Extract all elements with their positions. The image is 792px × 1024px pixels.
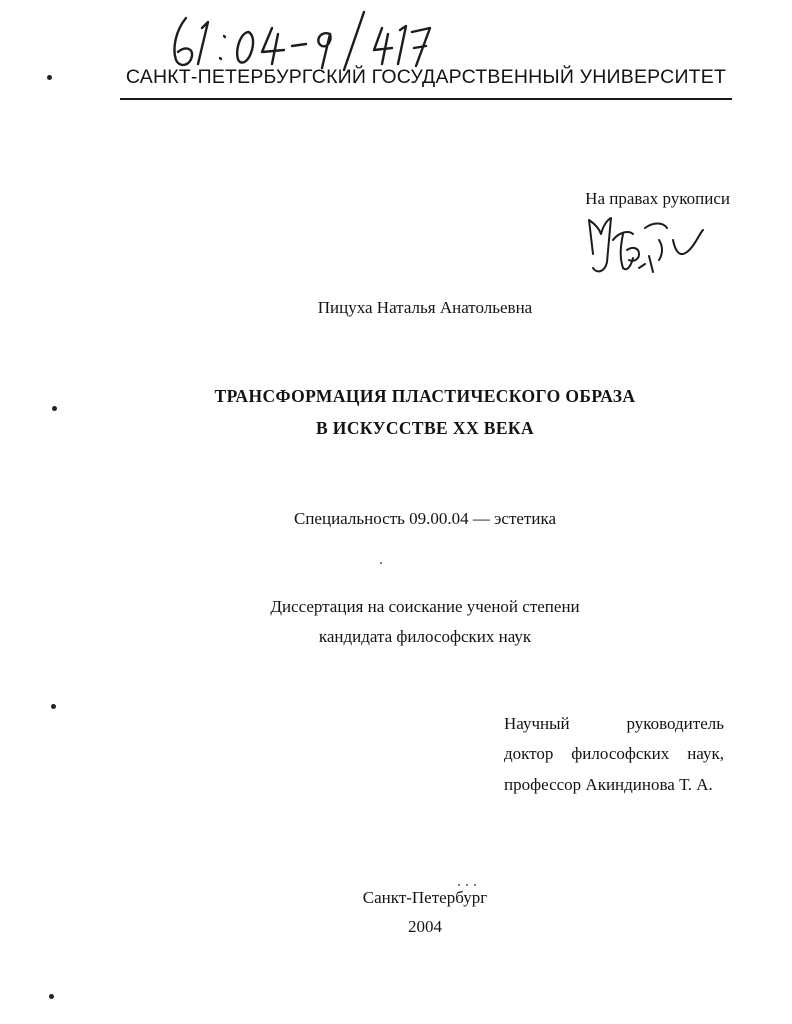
author-name: Пицуха Наталья Анатольевна: [317, 298, 533, 317]
punch-hole-dot: [49, 994, 54, 999]
advisor-role-word-2: руководитель: [626, 714, 724, 733]
advisor-degree-word-1: доктор: [504, 744, 554, 763]
advisor-line-1: [504, 714, 724, 734]
dissertation-title-line-2: В ИСКУССТВЕ XX ВЕКА: [315, 418, 535, 438]
year: 2004: [408, 917, 442, 936]
dissertation-title-line-1: ТРАНСФОРМАЦИЯ ПЛАСТИЧЕСКОГО ОБРАЗА: [214, 386, 636, 406]
punch-hole-dot: [51, 704, 56, 709]
university-name: САНКТ-ПЕТЕРБУРГСКИЙ ГОСУДАРСТВЕННЫЙ УНИВЕРСИТЕТ: [125, 66, 727, 88]
degree-line-1: Диссертация на соискание ученой степени: [270, 597, 580, 616]
advisor-line-2: [504, 744, 724, 764]
header-divider: [120, 98, 732, 100]
advisor-degree-word-2: философских: [571, 744, 670, 763]
scan-speck: [474, 884, 476, 886]
scan-speck: [380, 562, 382, 564]
advisor-degree-word-3: наук,: [687, 744, 724, 763]
specialty: Специальность 09.00.04 — эстетика: [294, 509, 556, 528]
handwritten-reference-number: [168, 8, 458, 74]
advisor-role-word-1: Научный: [504, 714, 570, 733]
city: Санкт-Петербург: [362, 888, 488, 907]
degree-line-2: кандидата философских наук: [318, 627, 532, 646]
punch-hole-dot: [47, 75, 52, 80]
rights-note: На правах рукописи: [585, 189, 730, 208]
scan-speck: [466, 884, 468, 886]
punch-hole-dot: [52, 406, 57, 411]
advisor-name: профессор Акиндинова Т. А.: [504, 775, 713, 794]
scan-speck: [458, 884, 460, 886]
signature-scribble: [583, 210, 715, 282]
